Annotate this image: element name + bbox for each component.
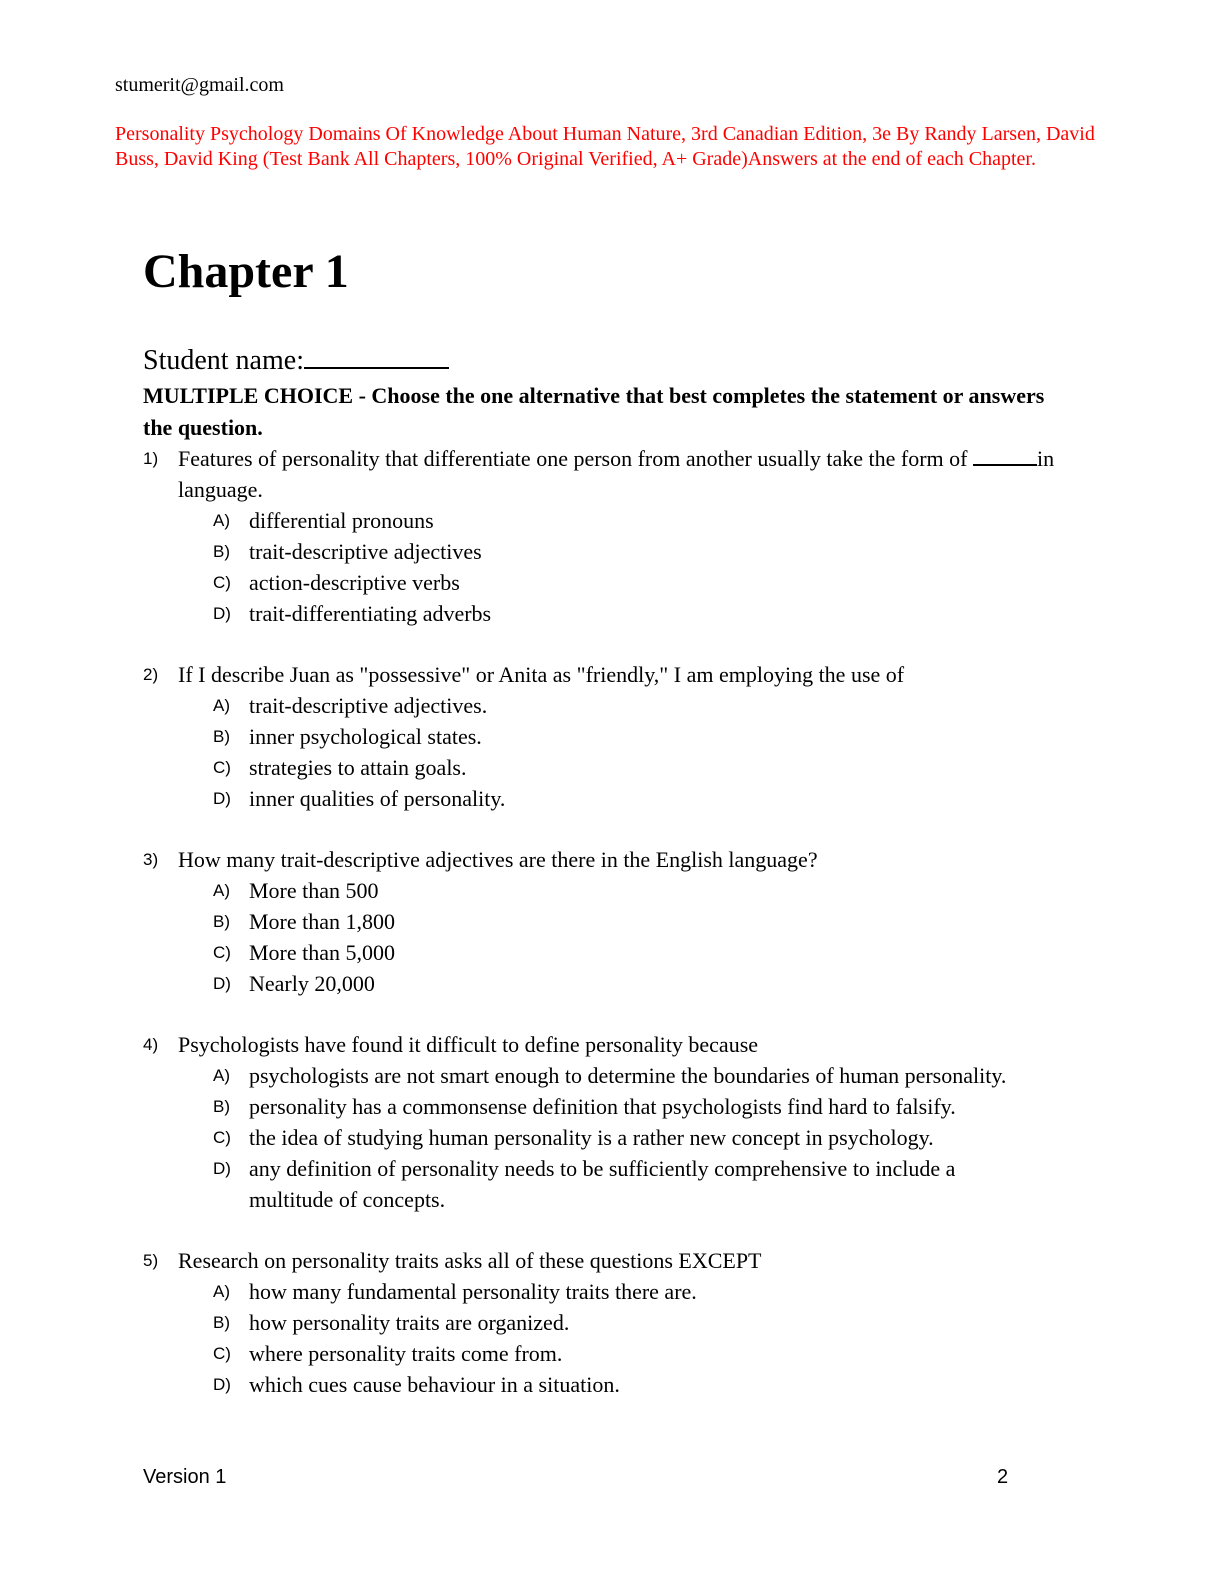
option-b	[213, 536, 1103, 567]
question-text: Research on personality traits asks all of these questions EXCEPT	[178, 1248, 762, 1273]
chapter-title: Chapter 1	[143, 245, 349, 298]
option-c	[213, 937, 1103, 968]
option-c	[213, 1122, 1103, 1153]
option-letter: C)	[213, 1128, 231, 1147]
option-text: More than 1,800	[249, 909, 396, 934]
option-a	[213, 505, 1103, 536]
option-letter: B)	[213, 727, 230, 746]
option-letter: D)	[213, 974, 231, 993]
question-text: Psychologists have found it difficult to define personality because	[178, 1032, 759, 1057]
question-number: 2)	[143, 665, 159, 684]
option-c	[213, 567, 1103, 598]
option-letter: D)	[213, 789, 231, 808]
option-letter: A)	[213, 881, 230, 900]
option-text: how many fundamental personality traits there are.	[249, 1279, 697, 1304]
email-address: stumerit@gmail.com	[115, 74, 284, 96]
question-number: 3)	[143, 850, 159, 869]
option-letter: A)	[213, 1066, 230, 1085]
option-letter: B)	[213, 542, 230, 561]
option-letter: B)	[213, 1313, 230, 1332]
option-b	[213, 1091, 1103, 1122]
question-number: 4)	[143, 1035, 159, 1054]
option-text: the idea of studying human personality is a rather new concept in psychology.	[249, 1125, 934, 1150]
option-text: action-descriptive verbs	[249, 570, 460, 595]
option-c	[213, 1338, 1103, 1369]
question-2	[143, 659, 1103, 814]
option-letter: A)	[213, 511, 230, 530]
question-4	[143, 1029, 1103, 1215]
option-letter: D)	[213, 1375, 231, 1394]
option-d	[213, 783, 1103, 814]
option-text: trait-descriptive adjectives.	[249, 693, 488, 718]
book-title: Personality Psychology Domains Of Knowledge About Human Nature, 3rd Canadian Edition, 3e By Randy Larsen, David Buss, David King (Test Bank All Chapters, 100% Original Verified, A+ Grade)Answers at the end of each Chapter.	[115, 123, 1095, 170]
option-letter: C)	[213, 943, 231, 962]
question-text: If I describe Juan as "possessive" or Anita as "friendly," I am employing the use of	[178, 662, 905, 687]
option-letter: A)	[213, 1282, 230, 1301]
option-a	[213, 1060, 1103, 1091]
fill-in-blank	[973, 444, 1037, 466]
option-a	[213, 690, 1103, 721]
option-d	[213, 1153, 1103, 1215]
question-text-part-2: in language.	[178, 446, 1055, 502]
option-text: inner qualities of personality.	[249, 786, 506, 811]
option-letter: B)	[213, 1097, 230, 1116]
option-text: differential pronouns	[249, 508, 434, 533]
option-d	[213, 1369, 1103, 1400]
option-list	[143, 875, 1103, 999]
option-text: trait-descriptive adjectives	[249, 539, 482, 564]
question-1	[143, 443, 1103, 629]
option-letter: D)	[213, 1159, 231, 1178]
option-letter: C)	[213, 573, 231, 592]
question-3	[143, 844, 1103, 999]
option-text: psychologists are not smart enough to determine the boundaries of human personality.	[249, 1063, 1007, 1088]
option-list	[143, 1060, 1103, 1215]
student-name-blank	[304, 343, 449, 369]
footer-page-number: 2	[997, 1466, 1009, 1488]
option-c	[213, 752, 1103, 783]
question-text-part-1: Features of personality that differentiate one person from another usually take the form of	[178, 446, 973, 471]
option-b	[213, 721, 1103, 752]
option-text: how personality traits are organized.	[249, 1310, 570, 1335]
option-text: More than 5,000	[249, 940, 396, 965]
option-text: trait-differentiating adverbs	[249, 601, 492, 626]
option-list	[143, 690, 1103, 814]
student-name-label: Student name:	[143, 345, 304, 376]
question-5	[143, 1245, 1103, 1400]
option-text: any definition of personality needs to be sufficiently comprehensive to include a multitude of concepts.	[249, 1156, 956, 1212]
option-letter: D)	[213, 604, 231, 623]
student-name-line	[143, 343, 449, 378]
option-a	[213, 875, 1103, 906]
option-text: which cues cause behaviour in a situation.	[249, 1372, 620, 1397]
footer-version: Version 1	[143, 1466, 227, 1488]
option-list	[143, 1276, 1103, 1400]
option-text: strategies to attain goals.	[249, 755, 467, 780]
option-text: inner psychological states.	[249, 724, 482, 749]
question-text: How many trait-descriptive adjectives are there in the English language?	[178, 847, 818, 872]
option-letter: B)	[213, 912, 230, 931]
option-b	[213, 906, 1103, 937]
option-letter: C)	[213, 1344, 231, 1363]
question-number: 1)	[143, 449, 159, 468]
option-d	[213, 968, 1103, 999]
question-text	[178, 443, 1103, 505]
instructions: MULTIPLE CHOICE - Choose the one alternative that best completes the statement or answers the question.	[143, 383, 1045, 440]
option-text: where personality traits come from.	[249, 1341, 563, 1366]
question-number: 5)	[143, 1251, 159, 1270]
option-letter: C)	[213, 758, 231, 777]
option-list	[143, 505, 1103, 629]
option-b	[213, 1307, 1103, 1338]
option-text: More than 500	[249, 878, 379, 903]
option-text: Nearly 20,000	[249, 971, 375, 996]
option-d	[213, 598, 1103, 629]
option-text: personality has a commonsense definition that psychologists find hard to falsify.	[249, 1094, 956, 1119]
question-list	[143, 443, 1103, 1430]
option-letter: A)	[213, 696, 230, 715]
option-a	[213, 1276, 1103, 1307]
